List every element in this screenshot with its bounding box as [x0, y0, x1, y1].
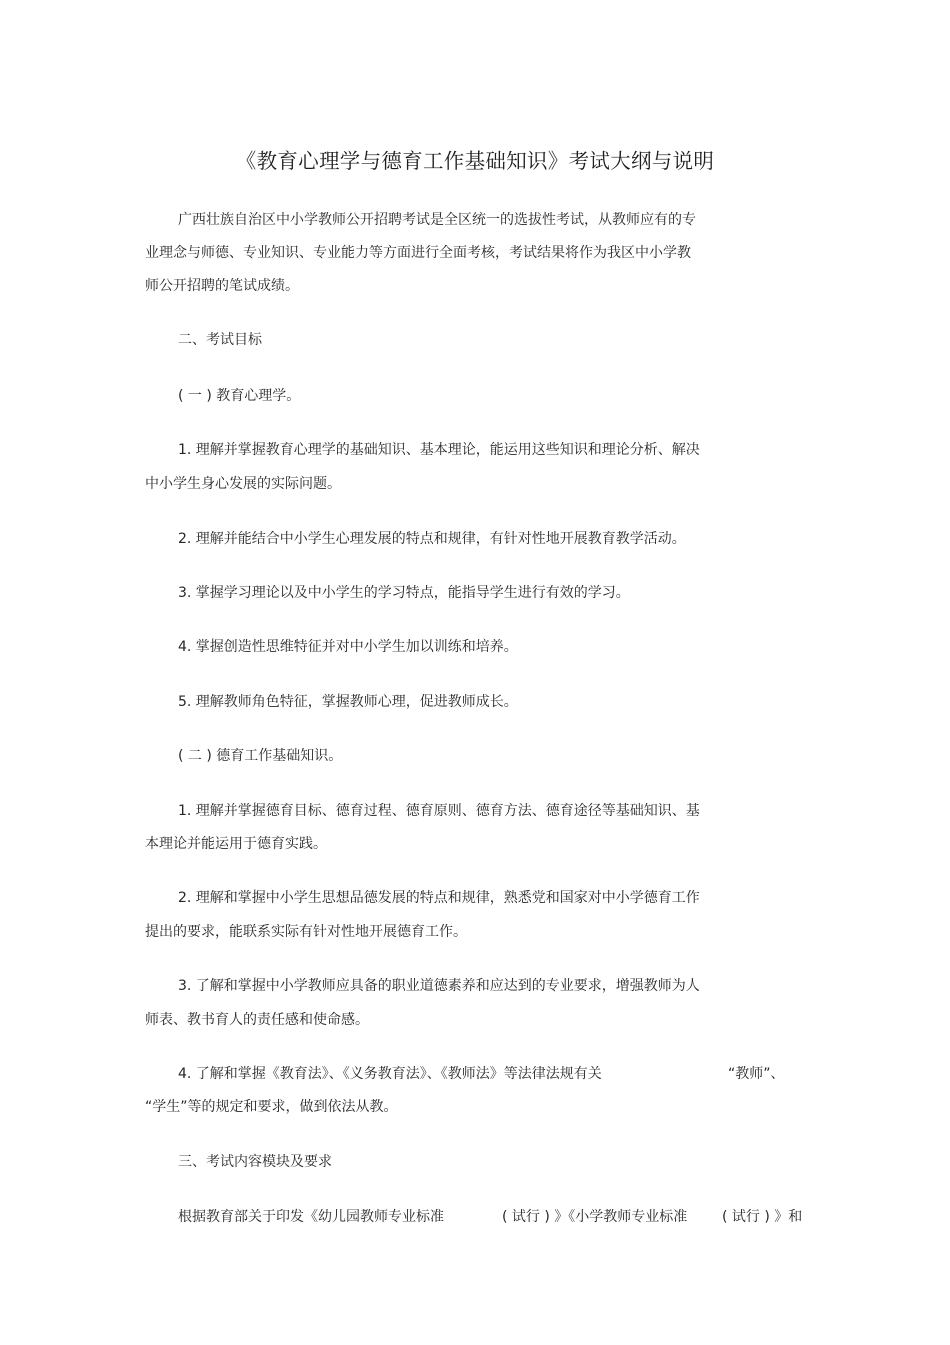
- moral-item-2-line-1: 2. 理解和掌握中小学生思想品德发展的特点和规律，熟悉党和国家对中小学德育工作: [178, 890, 700, 906]
- psychology-item-2: 2. 理解并能结合中小学生心理发展的特点和规律，有针对性地开展教育教学活动。: [178, 531, 686, 547]
- psychology-item-4: 4. 掌握创造性思维特征并对中小学生加以训练和培养。: [178, 639, 518, 655]
- moral-item-4-line-1: 4. 了解和掌握《教育法》、《义务教育法》、《教师法》等法律法规有关: [178, 1066, 602, 1082]
- document-title: 《教育心理学与德育工作基础知识》考试大纲与说明: [235, 149, 715, 173]
- final-line-part-2: ( 试行 ) 》《小学教师专业标准: [502, 1209, 688, 1225]
- subsection-heading-psychology: ( 一 ) 教育心理学。: [178, 388, 301, 404]
- intro-line-2: 业理念与师德、专业知识、专业能力等方面进行全面考核，考试结果将作为我区中小学教: [145, 245, 691, 261]
- moral-item-4-line-1-end: “教师”、: [728, 1066, 785, 1082]
- psychology-item-3: 3. 掌握学习理论以及中小学生的学习特点，能指导学生进行有效的学习。: [178, 585, 630, 601]
- subsection-heading-moral-education: ( 二 ) 德育工作基础知识。: [178, 748, 343, 764]
- final-line-part-3: ( 试行 ) 》和: [722, 1209, 803, 1225]
- intro-line-3: 师公开招聘的笔试成绩。: [145, 278, 299, 294]
- psychology-item-1-line-1: 1. 理解并掌握教育心理学的基础知识、基本理论，能运用这些知识和理论分析、解决: [178, 442, 700, 458]
- moral-item-1-line-1: 1. 理解并掌握德育目标、德育过程、德育原则、德育方法、德育途径等基础知识、基: [178, 803, 700, 819]
- final-line-part-1: 根据教育部关于印发《幼儿园教师专业标准: [178, 1209, 444, 1225]
- moral-item-2-line-2: 提出的要求，能联系实际有针对性地开展德育工作。: [145, 924, 467, 940]
- moral-item-4-line-2: “学生”等的规定和要求，做到依法从教。: [145, 1099, 398, 1115]
- intro-line-1: 广西壮族自治区中小学教师公开招聘考试是全区统一的选拔性考试，从教师应有的专: [178, 212, 696, 228]
- moral-item-1-line-2: 本理论并能运用于德育实践。: [145, 836, 327, 852]
- moral-item-3-line-2: 师表、教书育人的责任感和使命感。: [145, 1012, 369, 1028]
- psychology-item-1-line-2: 中小学生身心发展的实际问题。: [145, 476, 341, 492]
- section-heading-exam-goals: 二、考试目标: [178, 332, 262, 348]
- section-heading-content-modules: 三、考试内容模块及要求: [178, 1154, 332, 1170]
- psychology-item-5: 5. 理解教师角色特征，掌握教师心理，促进教师成长。: [178, 694, 518, 710]
- moral-item-3-line-1: 3. 了解和掌握中小学教师应具备的职业道德素养和应达到的专业要求，增强教师为人: [178, 978, 700, 994]
